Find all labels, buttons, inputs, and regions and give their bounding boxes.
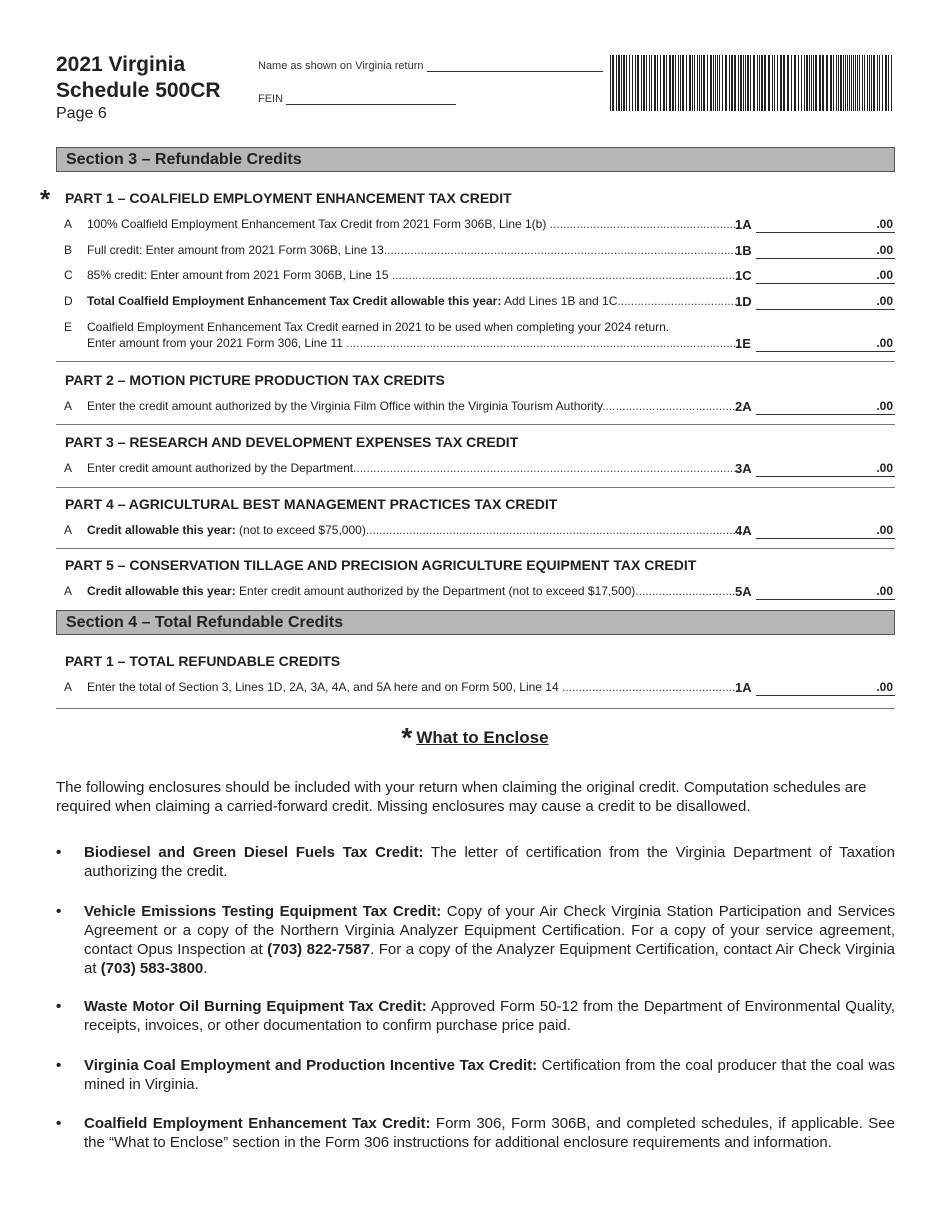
barcode-bar — [722, 55, 723, 111]
line-description: 100% Coalfield Employment Enhancement Tax Credit from 2021 Form 306B, Line 1(b) ..... — [87, 217, 739, 231]
barcode-bar — [743, 55, 744, 111]
barcode-bar — [750, 55, 751, 111]
barcode-bar — [738, 55, 739, 111]
barcode-bar — [826, 55, 828, 111]
form-title-block — [56, 52, 221, 124]
enclose-item — [56, 902, 895, 978]
line-description: Total Coalfield Employment Enhancement Tax Credit allowable this year: Add Lines 1B and 1C ..... — [87, 294, 739, 308]
line-description: 85% credit: Enter amount from 2021 Form 306B, Line 15 ..... — [87, 268, 739, 282]
barcode-bar — [701, 55, 702, 111]
section4-part1-title: PART 1 – TOTAL REFUNDABLE CREDITS — [65, 653, 341, 669]
barcode-bar — [764, 55, 766, 111]
barcode-bar — [672, 55, 674, 111]
barcode-bar — [689, 55, 691, 111]
barcode-bar — [843, 55, 844, 111]
phone-number: (703) 822-7587 — [267, 941, 371, 958]
barcode-bar — [651, 55, 652, 111]
amount-input-1b[interactable]: .00 — [756, 243, 895, 259]
barcode-bar — [813, 55, 814, 111]
barcode-bar — [877, 55, 878, 111]
barcode-bar — [851, 55, 852, 111]
barcode-bar — [745, 55, 746, 111]
barcode-bar — [713, 55, 714, 111]
barcode-bar — [855, 55, 856, 111]
barcode-bar — [637, 55, 639, 111]
barcode-bar — [836, 55, 837, 111]
barcode-bar — [869, 55, 870, 111]
page-number: Page 6 — [56, 105, 107, 122]
amount-input-4a[interactable]: .00 — [756, 523, 895, 539]
barcode-bar — [815, 55, 817, 111]
barcode-bar — [657, 55, 658, 111]
barcode-bar — [710, 55, 712, 111]
line-description: Enter amount from your 2021 Form 306, Line 11 ..... — [87, 336, 739, 350]
line-code: 3A — [735, 461, 752, 476]
line-code: 1E — [735, 336, 751, 351]
barcode-bar — [809, 55, 810, 111]
line-letter: D — [64, 294, 73, 308]
fein-label: FEIN — [258, 93, 284, 105]
barcode-bar — [783, 55, 785, 111]
bullet-point: • — [56, 998, 62, 1015]
divider — [56, 548, 895, 549]
line-5a — [64, 584, 895, 600]
bullet-point: • — [56, 1115, 62, 1132]
barcode-bar — [845, 55, 846, 111]
barcode-bar — [891, 55, 892, 111]
barcode-bar — [882, 55, 883, 111]
line-letter: C — [64, 268, 73, 282]
barcode-bar — [612, 55, 614, 111]
barcode-bar — [725, 55, 727, 111]
barcode-image — [610, 55, 893, 111]
barcode-bar — [806, 55, 808, 111]
barcode-bar — [879, 55, 880, 111]
line-1d — [64, 294, 895, 310]
part5-title: PART 5 – CONSERVATION TILLAGE AND PRECISION AGRICULTURE EQUIPMENT TAX CREDIT — [65, 557, 697, 573]
barcode-bar — [747, 55, 749, 111]
barcode-bar — [830, 55, 832, 111]
barcode-bar — [635, 55, 636, 111]
line-code: 1A — [735, 680, 752, 695]
line-letter: A — [64, 217, 73, 231]
amount-input-1e[interactable]: .00 — [756, 336, 895, 352]
barcode-bar — [801, 55, 802, 111]
barcode-bar — [641, 55, 642, 111]
barcode-bar — [849, 55, 850, 111]
barcode-bar — [694, 55, 695, 111]
line-code: 1D — [735, 294, 752, 309]
barcode-bar — [774, 55, 775, 111]
barcode-bar — [862, 55, 863, 111]
name-input-line[interactable] — [427, 60, 603, 72]
barcode-bar — [794, 55, 796, 111]
line-2a — [64, 399, 895, 415]
barcode-bar — [780, 55, 782, 111]
barcode-bar — [885, 55, 887, 111]
divider — [56, 487, 895, 488]
line-1b — [64, 243, 895, 259]
barcode-bar — [703, 55, 705, 111]
barcode-bar — [864, 55, 865, 111]
name-label: Name as shown on Virginia return — [258, 60, 424, 72]
amount-input-2a[interactable]: .00 — [756, 399, 895, 415]
amount-input-5a[interactable]: .00 — [756, 584, 895, 600]
barcode-bar — [646, 55, 647, 111]
line-letter: B — [64, 243, 73, 257]
line-total-1a — [64, 680, 895, 696]
enclose-item — [56, 1056, 895, 1094]
barcode-bar — [686, 55, 687, 111]
bullet-point: • — [56, 1057, 62, 1074]
barcode-bar — [759, 55, 760, 111]
asterisk-marker: * — [40, 184, 51, 214]
amount-input-1d[interactable]: .00 — [756, 294, 895, 310]
barcode-bar — [649, 55, 650, 111]
barcode-bar — [717, 55, 718, 111]
what-to-enclose-heading — [0, 722, 950, 754]
line-description-first: Coalfield Employment Enhancement Tax Credit earned in 2021 to be used when completing your 2024 return. — [87, 320, 670, 334]
line-description: Enter credit amount authorized by the Department ..... — [87, 461, 739, 475]
line-code: 1C — [735, 268, 752, 283]
barcode-bar — [707, 55, 708, 111]
line-description: Enter the total of Section 3, Lines 1D, 2A, 3A, 4A, and 5A here and on Form 500, Line 14 ..... — [87, 680, 739, 694]
barcode-bar — [833, 55, 834, 111]
enclose-item — [56, 843, 895, 881]
barcode-bar — [666, 55, 667, 111]
barcode-bar — [757, 55, 758, 111]
barcode-bar — [678, 55, 679, 111]
line-code: 1A — [735, 217, 752, 232]
part2-title: PART 2 – MOTION PICTURE PRODUCTION TAX CREDITS — [65, 372, 445, 388]
barcode-bar — [753, 55, 755, 111]
barcode-bar — [699, 55, 700, 111]
barcode-bar — [692, 55, 693, 111]
line-description: Full credit: Enter amount from 2021 Form 306B, Line 13 ..... — [87, 243, 739, 257]
section-3-header: Section 3 – Refundable Credits — [56, 147, 895, 172]
name-field[interactable] — [258, 60, 603, 72]
fein-field[interactable] — [258, 93, 456, 105]
line-code: 2A — [735, 399, 752, 414]
line-description: Credit allowable this year: Enter credit amount authorized by the Department (not to exceed $17,500) ..... — [87, 584, 739, 598]
line-letter: A — [64, 461, 73, 475]
barcode-bar — [675, 55, 676, 111]
line-1a — [64, 217, 895, 233]
barcode-bar — [787, 55, 789, 111]
section-4-header: Section 4 – Total Refundable Credits — [56, 610, 895, 635]
barcode-bar — [819, 55, 821, 111]
enclose-item-text: Virginia Coal Employment and Production Incentive Tax Credit: Certification from the coal producer that the coal was mined in Virginia. — [84, 1057, 895, 1093]
line-1c — [64, 268, 895, 284]
amount-input-total[interactable]: .00 — [756, 680, 895, 696]
line-code: 1B — [735, 243, 752, 258]
barcode-bar — [654, 55, 656, 111]
barcode-bar — [853, 55, 854, 111]
barcode-bar — [715, 55, 716, 111]
barcode-bar — [768, 55, 770, 111]
enclose-item — [56, 997, 895, 1035]
line-letter: A — [64, 399, 73, 413]
barcode-bar — [626, 55, 627, 111]
barcode-bar — [632, 55, 633, 111]
barcode-bar — [859, 55, 860, 111]
barcode-bar — [857, 55, 858, 111]
barcode-bar — [777, 55, 778, 111]
barcode-bar — [616, 55, 617, 111]
form-title-schedule: Schedule 500CR — [56, 79, 221, 102]
enclose-item — [56, 1114, 895, 1152]
barcode-bar — [682, 55, 684, 111]
barcode-bar — [618, 55, 620, 111]
barcode-bar — [623, 55, 625, 111]
barcode-bar — [660, 55, 661, 111]
amount-input-1c[interactable]: .00 — [756, 268, 895, 284]
line-3a — [64, 461, 895, 477]
line-code: 4A — [735, 523, 752, 538]
barcode-bar — [734, 55, 736, 111]
barcode-bar — [888, 55, 889, 111]
enclose-intro: The following enclosures should be included with your return when claiming the original credit. Computation schedules are required when claiming a carried-forward credit. Missing enclosures may cause a credit to be disallowed. — [56, 779, 867, 815]
fein-input-line[interactable] — [286, 93, 456, 105]
barcode-bar — [629, 55, 630, 111]
enclose-item-text: Coalfield Employment Enhancement Tax Credit: Form 306, Form 306B, and completed schedules, if applicable. See the “What to Enclose” section in the Form 306 instructions for additional enclosure requirements and information. — [84, 1115, 895, 1151]
barcode-bar — [669, 55, 671, 111]
bullet-point: • — [56, 844, 62, 861]
barcode-bar — [761, 55, 763, 111]
divider — [56, 424, 895, 425]
bullet-point: • — [56, 903, 62, 920]
line-4a — [64, 523, 895, 539]
line-description: Credit allowable this year: (not to exceed $75,000) ..... — [87, 523, 739, 537]
barcode-bar — [840, 55, 842, 111]
barcode-bar — [719, 55, 720, 111]
barcode-bar — [731, 55, 733, 111]
barcode-bar — [847, 55, 848, 111]
barcode-bar — [729, 55, 730, 111]
enclose-item-text: Waste Motor Oil Burning Equipment Tax Credit: Approved Form 50-12 from the Department of Environmental Quality, receipts, invoices, or other documentation to confirm purchase price paid. — [84, 998, 895, 1034]
barcode-bar — [873, 55, 875, 111]
phone-number: (703) 583-3800 — [100, 960, 204, 977]
barcode-bar — [798, 55, 799, 111]
barcode-bar — [610, 55, 611, 111]
barcode-bar — [867, 55, 868, 111]
barcode-bar — [791, 55, 792, 111]
barcode-bar — [643, 55, 645, 111]
form-title-year: 2021 Virginia — [56, 53, 186, 76]
line-description: Enter the credit amount authorized by the Virginia Film Office within the Virginia Tourism Authority ..... — [87, 399, 739, 413]
barcode-bar — [804, 55, 805, 111]
barcode-bar — [811, 55, 812, 111]
barcode-bar — [621, 55, 622, 111]
barcode-bar — [871, 55, 872, 111]
barcode-bar — [740, 55, 742, 111]
barcode-bar — [697, 55, 698, 111]
line-letter: A — [64, 523, 73, 537]
amount-input-1a[interactable]: .00 — [756, 217, 895, 233]
barcode-bar — [772, 55, 773, 111]
enclose-item-text: Vehicle Emissions Testing Equipment Tax Credit: Copy of your Air Check Virginia Station Participation and Services Agreement or a copy of the Northern Virginia Analyzer Equipment Certification. For a copy of your service agreement, contact Opus Inspection at (703) 822-7587. For a copy of the Analyzer Equipment Certification, contact Air Check Virginia at (703) 583-3800. — [84, 903, 896, 977]
amount-input-3a[interactable]: .00 — [756, 461, 895, 477]
line-letter: A — [64, 680, 73, 694]
line-code: 5A — [735, 584, 752, 599]
line-1e — [64, 320, 895, 354]
part3-title: PART 3 – RESEARCH AND DEVELOPMENT EXPENSES TAX CREDIT — [65, 434, 519, 450]
line-letter: A — [64, 584, 73, 598]
part4-title: PART 4 – AGRICULTURAL BEST MANAGEMENT PRACTICES TAX CREDIT — [65, 496, 558, 512]
barcode-bar — [838, 55, 839, 111]
asterisk-marker: * — [401, 722, 413, 753]
part1-title: PART 1 – COALFIELD EMPLOYMENT ENHANCEMENT TAX CREDIT — [65, 190, 512, 206]
barcode-bar — [680, 55, 681, 111]
divider — [56, 361, 895, 362]
barcode-bar — [663, 55, 665, 111]
line-letter: E — [64, 320, 73, 334]
enclose-item-text: Biodiesel and Green Diesel Fuels Tax Credit: The letter of certification from the Virginia Department of Taxation authorizing the credit. — [84, 844, 895, 880]
divider — [56, 708, 895, 709]
what-to-enclose-title: What to Enclose — [416, 728, 549, 747]
barcode-bar — [822, 55, 824, 111]
